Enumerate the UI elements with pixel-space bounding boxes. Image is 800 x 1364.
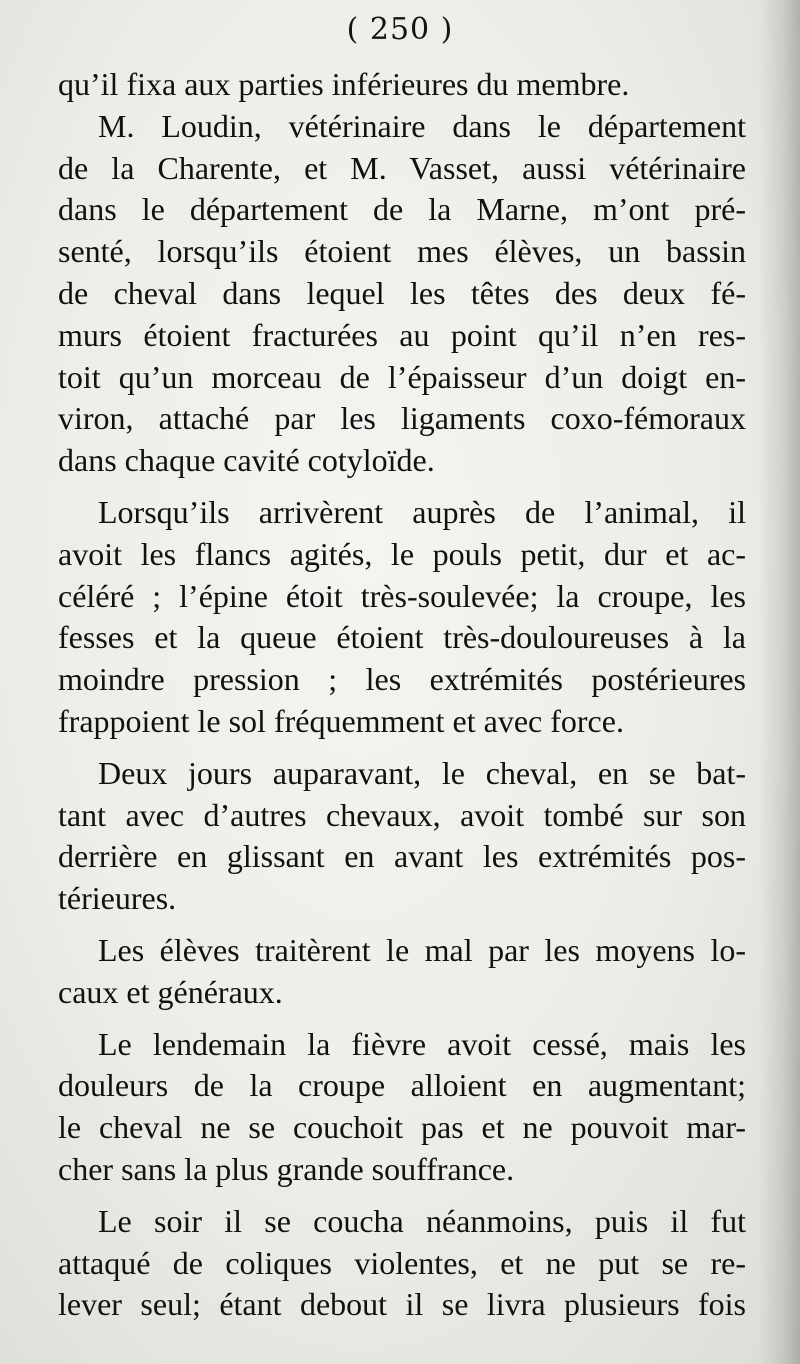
text-line: dans le département de la Marne, m’ont pré- <box>58 191 746 228</box>
text-line: frappoient le sol fréquemment et avec force. <box>58 702 624 739</box>
paragraph <box>58 1024 746 1191</box>
text-line: de la Charente, et M. Vasset, aussi vétérinaire <box>58 149 746 186</box>
text-line: tant avec d’autres chevaux, avoit tombé sur son <box>58 796 746 833</box>
text-line: Le soir il se coucha néanmoins, puis il fut <box>98 1202 746 1239</box>
text-line: dans chaque cavité cotyloïde. <box>58 442 435 479</box>
text-line: lever seul; étant debout il se livra plusieurs fois <box>58 1286 746 1323</box>
paragraph <box>58 930 746 1014</box>
text-line: moindre pression ; les extrémités postérieures <box>58 661 746 698</box>
page-number: ( 250 ) <box>346 12 454 47</box>
text-line: douleurs de la croupe alloient en augmentant; <box>58 1067 746 1104</box>
text-line: caux et généraux. <box>58 973 283 1010</box>
text-line: attaqué de coliques violentes, et ne put se re- <box>58 1244 746 1281</box>
text-line: M. Loudin, vétérinaire dans le département <box>98 107 746 144</box>
text-line: derrière en glissant en avant les extrémités pos- <box>58 838 746 875</box>
text-line: Lorsqu’ils arrivèrent auprès de l’animal, il <box>98 493 746 530</box>
text-line: toit qu’un morceau de l’épaisseur d’un doigt en- <box>58 358 746 395</box>
paragraph <box>58 1201 746 1326</box>
text-line: de cheval dans lequel les têtes des deux fé- <box>58 274 746 311</box>
text-line: Le lendemain la fièvre avoit cessé, mais les <box>98 1025 746 1062</box>
text-line: céléré ; l’épine étoit très-soulevée; la croupe, les <box>58 577 746 614</box>
text-line: Les élèves traitèrent le mal par les moyens lo- <box>98 931 746 968</box>
text-line: Deux jours auparavant, le cheval, en se bat- <box>98 754 746 791</box>
text-line: senté, lorsqu’ils étoient mes élèves, un bassin <box>58 233 746 270</box>
text-line: cher sans la plus grande souffrance. <box>58 1150 515 1187</box>
text-line: qu’il fixa aux parties inférieures du membre. <box>58 66 630 102</box>
paragraph <box>58 753 746 920</box>
paragraph <box>58 492 746 743</box>
text-line: térieures. <box>58 880 177 917</box>
text-line: viron, attaché par les ligaments coxo-fémoraux <box>58 400 746 437</box>
paragraph <box>58 106 746 482</box>
paragraph <box>58 64 746 106</box>
page-edge-shadow <box>758 0 800 1364</box>
body-text <box>58 64 746 1326</box>
text-line: fesses et la queue étoient très-douloureuses à la <box>58 619 746 656</box>
text-line: murs étoient fracturées au point qu’il n’en res- <box>58 316 746 353</box>
text-line: avoit les flancs agités, le pouls petit, dur et ac- <box>58 535 746 572</box>
text-line: le cheval ne se couchoit pas et ne pouvoit mar- <box>58 1109 746 1146</box>
